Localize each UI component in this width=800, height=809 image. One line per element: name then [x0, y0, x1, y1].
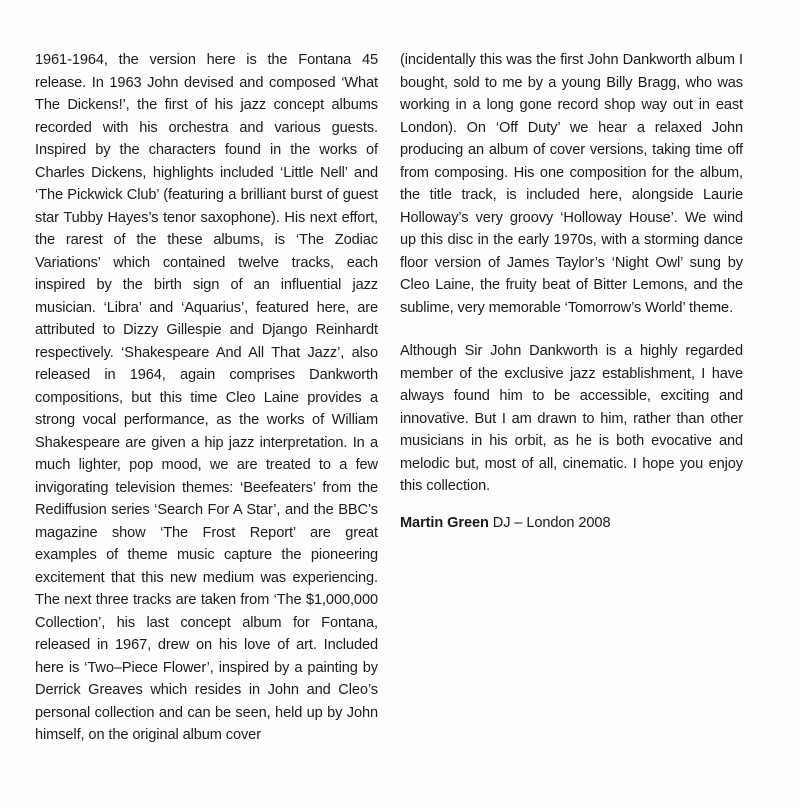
right-paragraph-1: (incidentally this was the first John Dankworth album I bought, sold to me by a young Billy Bragg, who was working in a long gone record shop way out in east London). On ‘Off Duty’ we hear a relaxed John producing an album of cover versions, taking time off from composing. His one composition for the album, the title track, is included here, alongside Laurie Holloway’s very groovy ‘Holloway House’. We wind up this disc in the early 1970s, with a storming dance floor version of James Taylor’s ‘Night Owl’ sung by Cleo Laine, the fruity beat of Bitter Lemons, and the sublime, very memorable ‘Tomorrow’s World’ theme. [400, 52, 743, 316]
left-paragraph: 1961-1964, the version here is the Fontana 45 release. In 1963 John devised and composed ‘What The Dickens!’, the first of his jazz concept albums recorded with his orchestra and various guests. Inspired by the characters found in the works of Charles Dickens, highlights included ‘Little Nell’ and ‘The Pickwick Club’ (featuring a brilliant burst of guest star Tubby Hayes’s tenor saxophone). His next effort, the rarest of the these albums, is ‘The Zodiac Variations’ which contained twelve tracks, each inspired by the birth sign of an influential jazz musician. ‘Libra’ and ‘Aquarius’, featured here, are attributed to Dizzy Gillespie and Django Reinhardt respectively. ‘Shakespeare And All That Jazz’, also released in 1964, again comprises Dankworth compositions, but this time Cleo Laine provides a strong vocal performance, as the works of William Shakespeare are given a hip jazz interpretation. In a much lighter, pop mood, we are treated to a few invigorating television themes: ‘Beefeaters’ from the Rediffusion series ‘Search For A Star’, and the BBC’s magazine show ‘The Frost Report’ are great examples of theme music capture the pioneering excitement that this new medium was experiencing. The next three tracks are taken from ‘The $1,000,000 Collection’, his last concept album for Fontana, released in 1967, drew on his love of art. Included here is ‘Two–Piece Flower’, inspired by a painting by Derrick Greaves which resides in John and Cleo’s personal collection and can be seen, held up by John himself, on the original album cover [35, 52, 378, 743]
right-text-column [400, 49, 743, 534]
signature [400, 512, 743, 535]
signature-name: Martin Green [400, 514, 489, 531]
signature-details: DJ – London 2008 [488, 514, 611, 531]
right-paragraph-2: Although Sir John Dankworth is a highly regarded member of the exclusive jazz establishment, I have always found him to be accessible, exciting and innovative. But I am drawn to him, rather than other musicians in his orbit, as he is both evocative and melodic but, most of all, cinematic. I hope you enjoy this collection. [400, 343, 743, 494]
left-text-column [35, 49, 378, 747]
